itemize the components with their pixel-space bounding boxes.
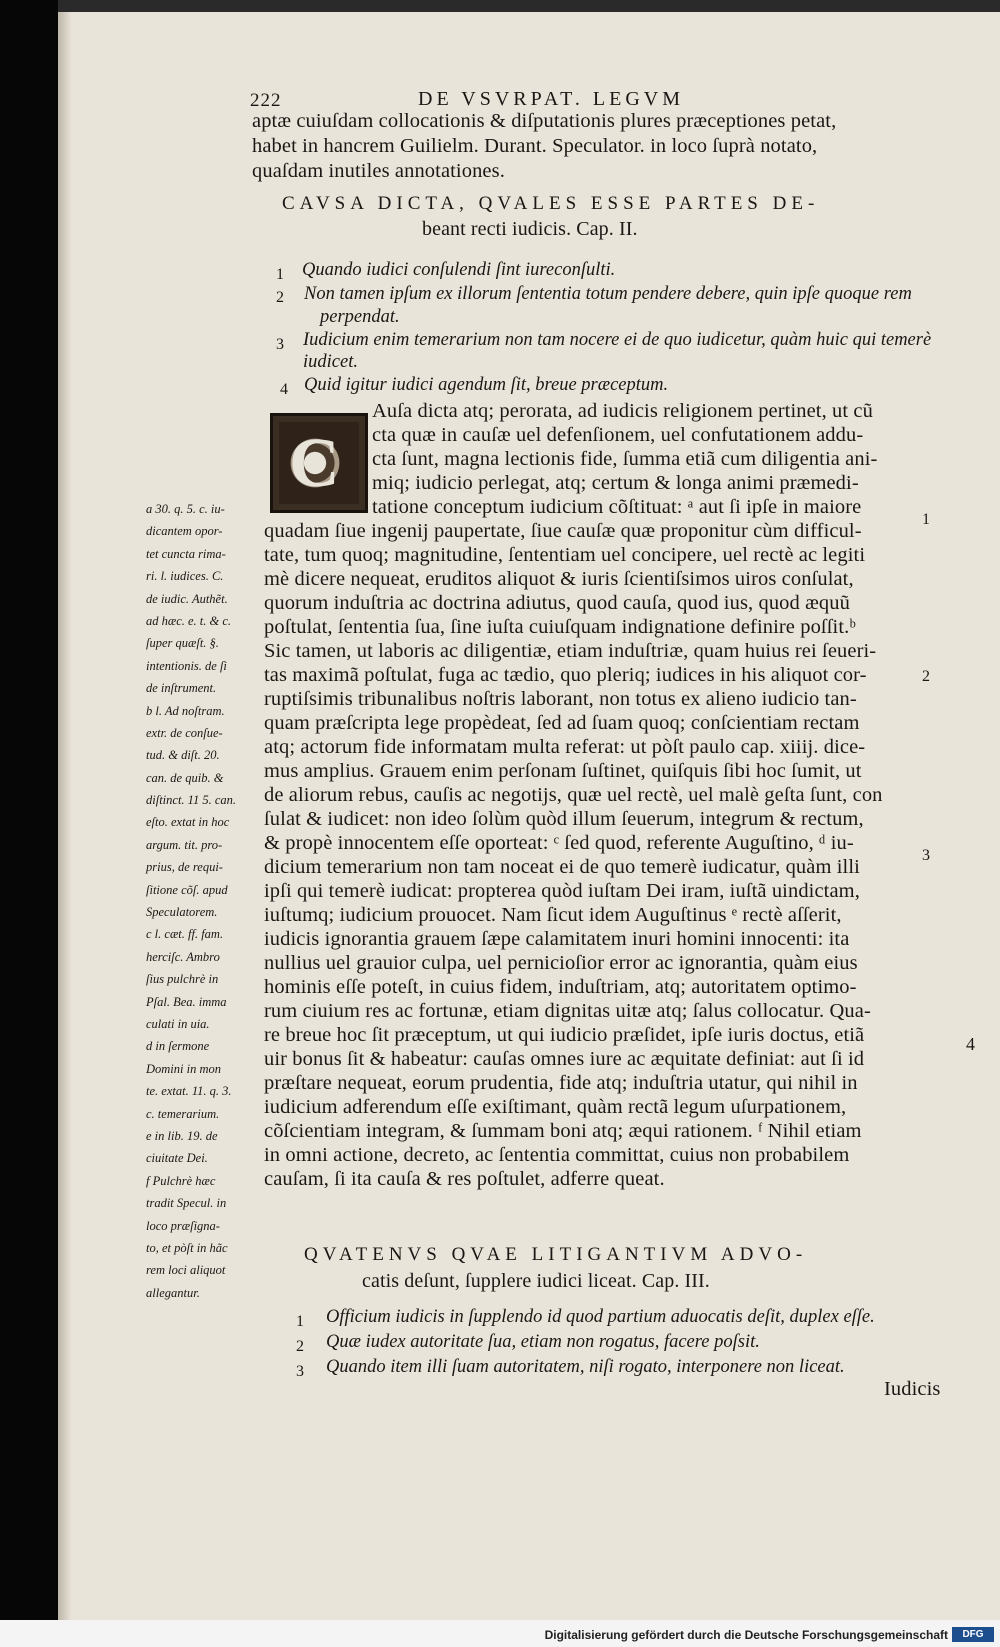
summary-number: 3 — [276, 336, 284, 353]
margin-note-line: Speculatorem. — [146, 905, 218, 920]
body-line: cõſcientiam integram, & ſummam boni atq; æqui rationem. ᶠ Nihil etiam — [264, 1120, 862, 1142]
margin-note-line: tradit Specul. in — [146, 1196, 227, 1211]
margin-note-line: Domini in mon — [146, 1061, 221, 1076]
margin-note-line: argum. tit. pro- — [146, 837, 223, 852]
margin-note-line: eſto. extat in hoc — [146, 815, 230, 830]
body-line: de aliorum rebus, cauſis ac negotijs, quæ uel rectè, uel malè geſta ſunt, con — [264, 784, 883, 806]
summary-line: iudicet. — [303, 352, 358, 372]
margin-note-line: culati in uia. — [146, 1016, 210, 1031]
margin-note-line: ri. l. iudices. C. — [146, 569, 224, 584]
summary-number: 1 — [296, 1313, 304, 1330]
body-line: atq; actorum fide informatam multa referat: ut pòſt paulo cap. xiiij. dice- — [264, 736, 866, 758]
margin-note-line: extr. de conſue- — [146, 725, 223, 740]
chapter-heading-cont: catis deſunt, ſupplere iudici liceat. Cap. III. — [362, 1270, 710, 1292]
margin-note-line: b l. Ad noſtram. — [146, 703, 225, 718]
body-line: nullius uel grauior culpa, uel pernicioſior error ac ignorantia, quàm eius — [264, 952, 858, 974]
margin-note-line: prius, de requi- — [146, 860, 223, 875]
margin-note-line: d in ſermone — [146, 1039, 210, 1054]
body-line: miq; iudicio perlegat, atq; certum & longa animi præmedi- — [372, 472, 859, 494]
margin-note-line: can. de quib. & — [146, 770, 224, 785]
summary-line: Quæ iudex autoritate ſua, etiam non rogatus, facere poſsit. — [326, 1332, 760, 1352]
margin-note-line: diſtinct. 11 5. can. — [146, 793, 237, 808]
margin-note-line: e in lib. 19. de — [146, 1128, 218, 1143]
body-line: mè dicere nequeat, eruditos aliquot & iuris ſcientiſsimos uiros conſulat, — [264, 568, 854, 590]
body-line: tatione conceptum iudicium cõſtituat: ᵃ aut ſi ipſe in maiore — [372, 496, 862, 518]
summary-number: 2 — [276, 289, 284, 306]
body-line: ſulat & iudicet: non ideo ſolùm quòd illum ſeuerum, integrum & rectum, — [264, 808, 864, 830]
body-line: rum ciuium res ac fortunæ, etiam dignitas uitæ atq; ſalus collocatur. Qua- — [264, 1000, 871, 1022]
body-line: quam præſcripta lege propèdeat, ſed ad ſuam quoq; conſcientiam rectam — [264, 712, 860, 734]
body-line: & propè innocentem eſſe oporteat: ᶜ ſed quod, referente Auguſtino, ᵈ iu- — [264, 832, 854, 854]
margin-note-line: tet cuncta rima- — [146, 546, 226, 561]
margin-note-line: de inſtrument. — [146, 681, 217, 696]
body-line: hominis eſſe poteſt, in cuius fidem, induſtriam, atq; autoritatem optimo- — [264, 976, 857, 998]
margin-note-line: a 30. q. 5. c. iu- — [146, 502, 225, 516]
body-line: Sic tamen, ut laboris ac diligentiæ, etiam induſtriæ, quam huius rei ſeueri- — [264, 640, 877, 662]
chapter-heading: QVATENVS QVAE LITIGANTIVM ADVO- — [304, 1244, 808, 1265]
margin-note-line: de iudic. Authẽt. — [146, 591, 228, 606]
catchword: Iudicis — [884, 1378, 941, 1400]
body-line: cauſam, ſi ita cauſa & res poſtulet, adferre queat. — [264, 1168, 665, 1190]
body-line: re breue hoc ſit præceptum, ut qui iudicio præſidet, ipſe iuris doctus, etiã — [264, 1024, 865, 1046]
margin-note-line: ſuper quæſt. §. — [146, 636, 219, 651]
summary-line: Non tamen ipſum ex illorum ſententia totum pendere debere, quin ipſe quoque rem — [304, 284, 912, 304]
margin-number: 4 — [966, 1034, 975, 1054]
margin-number: 3 — [922, 847, 930, 864]
body-line: iudicium adferendum eſſe exiſtimant, quàm rectã legum uſurpationem, — [264, 1096, 847, 1118]
dfg-logo-icon: DFG — [952, 1627, 994, 1642]
margin-note-line: to, et pòſt in hãc — [146, 1240, 228, 1255]
summary-line: Quando iudici conſulendi ſint iureconſulti. — [302, 260, 616, 280]
margin-note-line: intentionis. de ſi — [146, 658, 227, 673]
summary-line: Quando item illi ſuam autoritatem, niſi rogato, interponere non liceat. — [326, 1357, 845, 1377]
margin-number: 1 — [922, 511, 930, 528]
funding-notice: Digitalisierung gefördert durch die Deutsche Forschungsgemeinschaft — [544, 1628, 948, 1642]
margin-note-line: ad hæc. e. t. & c. — [146, 613, 232, 628]
margin-note-line: ciuitate Dei. — [146, 1151, 208, 1166]
summary-number: 2 — [296, 1338, 304, 1355]
page-gutter-shadow — [58, 12, 72, 1620]
margin-notes — [146, 498, 272, 1304]
margin-note-line: rem loci aliquot — [146, 1263, 226, 1278]
body-line: iudicis ignorantia grauem ſæpe calamitatem inuri homini innocenti: ita — [264, 928, 850, 950]
margin-note-line: f Pulchrè hæc — [146, 1173, 216, 1188]
body-line: tas maximã poſtulat, fuga ac tædio, quo pleriq; iudices in his aliquot cor- — [264, 664, 867, 686]
body-line: mus amplius. Grauem enim perſonam ſuſtinet, quiſquis ſibi hoc ſumit, ut — [264, 760, 862, 782]
body-line: quorum induſtria ac doctrina adiutus, quod cauſa, quod ius, quod æquũ — [264, 592, 850, 614]
body-line: ruptiſsimis tribunalibus noſtris laborant, non totus ex alieno iudicio tan- — [264, 688, 857, 710]
margin-number: 2 — [922, 668, 930, 685]
body-line: Auſa dicta atq; perorata, ad iudicis religionem pertinet, ut cũ — [372, 400, 873, 422]
body-line: tate, tum quoq; magnitudine, ſententiam uel concipere, uel rectè ac legiti — [264, 544, 866, 566]
summary-number: 1 — [276, 266, 284, 283]
body-line: uir bonus ſit & habeatur: cauſas omnes iure ac æquitate definiat: aut ſi id — [264, 1048, 865, 1070]
summary-line: Officium iudicis in ſupplendo id quod partium aduocatis deſit, duplex eſſe. — [326, 1307, 875, 1327]
margin-note-line: ſitione cõſ. apud — [146, 882, 228, 897]
body-line: præſtare nequeat, eorum prudentia, fide atq; induſtria utatur, qui nihil in — [264, 1072, 858, 1094]
summary-line: Quid igitur iudici agendum ſit, breue præceptum. — [304, 375, 669, 395]
margin-note-line: te. extat. 11. q. 3. — [146, 1084, 232, 1099]
summary-line: Iudicium enim temerarium non tam nocere ei de quo iudicetur, quàm huic qui temerè — [303, 330, 932, 350]
body-line: cta ſunt, magna lectionis fide, ſumma etiã cum diligentia ani- — [372, 448, 878, 470]
running-title: DE VSVRPAT. LEGVM — [418, 88, 684, 110]
summary-line: perpendat. — [320, 307, 400, 327]
initial-letter: C — [289, 425, 340, 502]
body-line: quadam ſiue ingenij paupertate, ſiue cauſæ quæ proponitur cùm difficul- — [264, 520, 862, 542]
margin-note-line: c l. cæt. ff. fam. — [146, 927, 224, 942]
body-line: iuſtumq; iudicium prouocet. Nam ſicut idem Auguſtinus ᵉ rectè aſſerit, — [264, 904, 842, 926]
margin-note-line: herciſc. Ambro — [146, 949, 220, 964]
body-line: poſtulat, ſententia ſua, ſine iuſta cuiuſquam indignatione definire poſſit.ᵇ — [264, 616, 856, 638]
chapter-heading: CAVSA DICTA, QVALES ESSE PARTES DE- — [282, 193, 820, 214]
margin-note-line: allegantur. — [146, 1285, 200, 1300]
decorated-initial — [270, 413, 368, 513]
margin-note-line: tud. & diſt. 20. — [146, 748, 220, 763]
margin-note-line: Pſal. Bea. imma — [146, 994, 227, 1009]
margin-note-line: loco præſigna- — [146, 1218, 220, 1233]
body-line: ipſi qui temerè iudicat: propterea quòd iuſtam Dei iram, iuſtã uindictam, — [264, 880, 860, 902]
body-line: cta quæ in cauſæ uel defenſionem, uel confutationem addu- — [372, 424, 864, 446]
margin-note-line: dicantem opor- — [146, 524, 223, 539]
scan-border — [0, 0, 58, 1647]
chapter-heading-cont: beant recti iudicis. Cap. II. — [422, 218, 638, 240]
page-number: 222 — [250, 90, 282, 111]
body-line: dicium temerarium non tam noceat ei de quo temerè iudicatur, quàm illi — [264, 856, 860, 878]
intro-line: aptæ cuiuſdam collocationis & diſputationis plures præceptiones petat, — [252, 110, 837, 132]
intro-line: habet in hancrem Guilielm. Durant. Speculator. in loco ſuprà notato, — [252, 135, 818, 157]
intro-line: quaſdam inutiles annotationes. — [252, 160, 505, 182]
summary-number: 3 — [296, 1363, 304, 1380]
margin-note-line: c. temerarium. — [146, 1106, 220, 1121]
margin-note-line: ſius pulchrè in — [146, 972, 219, 987]
body-line: in omni actione, decreto, ac ſententia committat, cuius non probabilem — [264, 1144, 850, 1166]
summary-number: 4 — [280, 381, 288, 398]
